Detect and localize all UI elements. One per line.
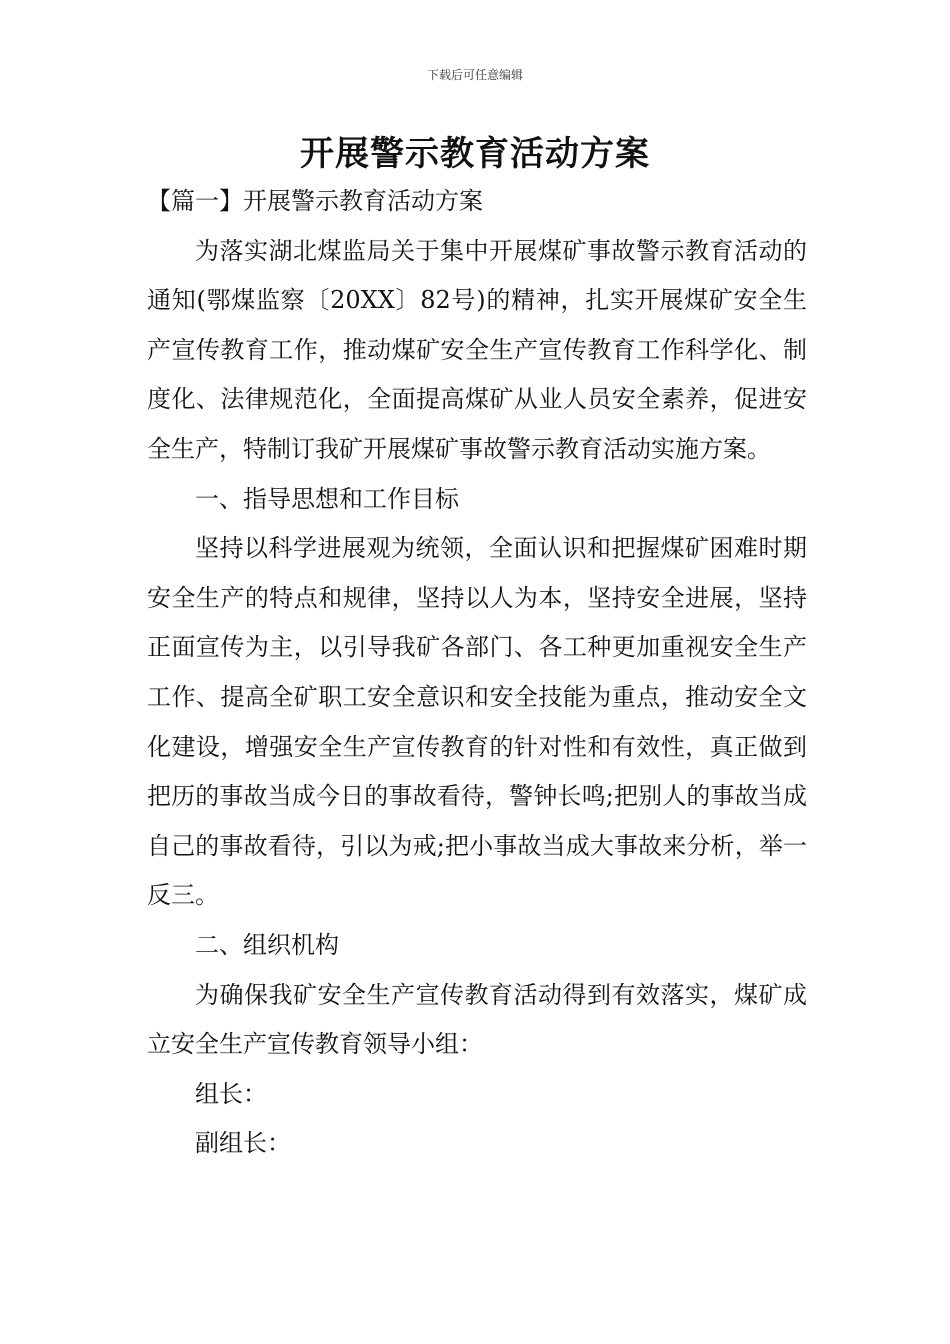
document-title: 开展警示教育活动方案: [300, 134, 650, 174]
document-body: [147, 177, 807, 1169]
heading-guiding-thought: 一、指导思想和工作目标: [195, 484, 459, 513]
deputy-leader-line: 副组长：: [195, 1129, 291, 1158]
guiding-thought-paragraph: 坚持以科学进展观为统领，全面认识和把握煤矿困难时期安全生产的特点和规律，坚持以人为本，坚持安全进展，坚持正面宣传为主，以引导我矿各部门、各工种更加重视安全生产工作、提高全矿职工安全意识和安全技能为重点，推动安全文化建设，增强安全生产宣传教育的针对性和有效性，真正做到把历的事故当成今日的事故看待，警钟长鸣;把别人的事故当成自己的事故看待，引以为戒;把小事故当成大事故来分析，举一反三。: [147, 534, 807, 910]
section-label: 【篇一】开展警示教育活动方案: [147, 187, 483, 215]
heading-organization: 二、组织机构: [195, 930, 339, 959]
header-note: 下载后可任意编辑: [426, 68, 523, 82]
organization-paragraph: 为确保我矿安全生产宣传教育活动得到有效落实，煤矿成立安全生产宣传教育领导小组：: [147, 980, 807, 1059]
intro-paragraph: 为落实湖北煤监局关于集中开展煤矿事故警示教育活动的通知(鄂煤监察〔20XX〕82号)的精神，扎实开展煤矿安全生产宣传教育工作，推动煤矿安全生产宣传教育工作科学化、制度化、法律规范化，全面提高煤矿从业人员安全素养，促进安全生产，特制订我矿开展煤矿事故警示教育活动实施方案。: [147, 236, 807, 463]
leader-line: 组长：: [195, 1079, 267, 1108]
